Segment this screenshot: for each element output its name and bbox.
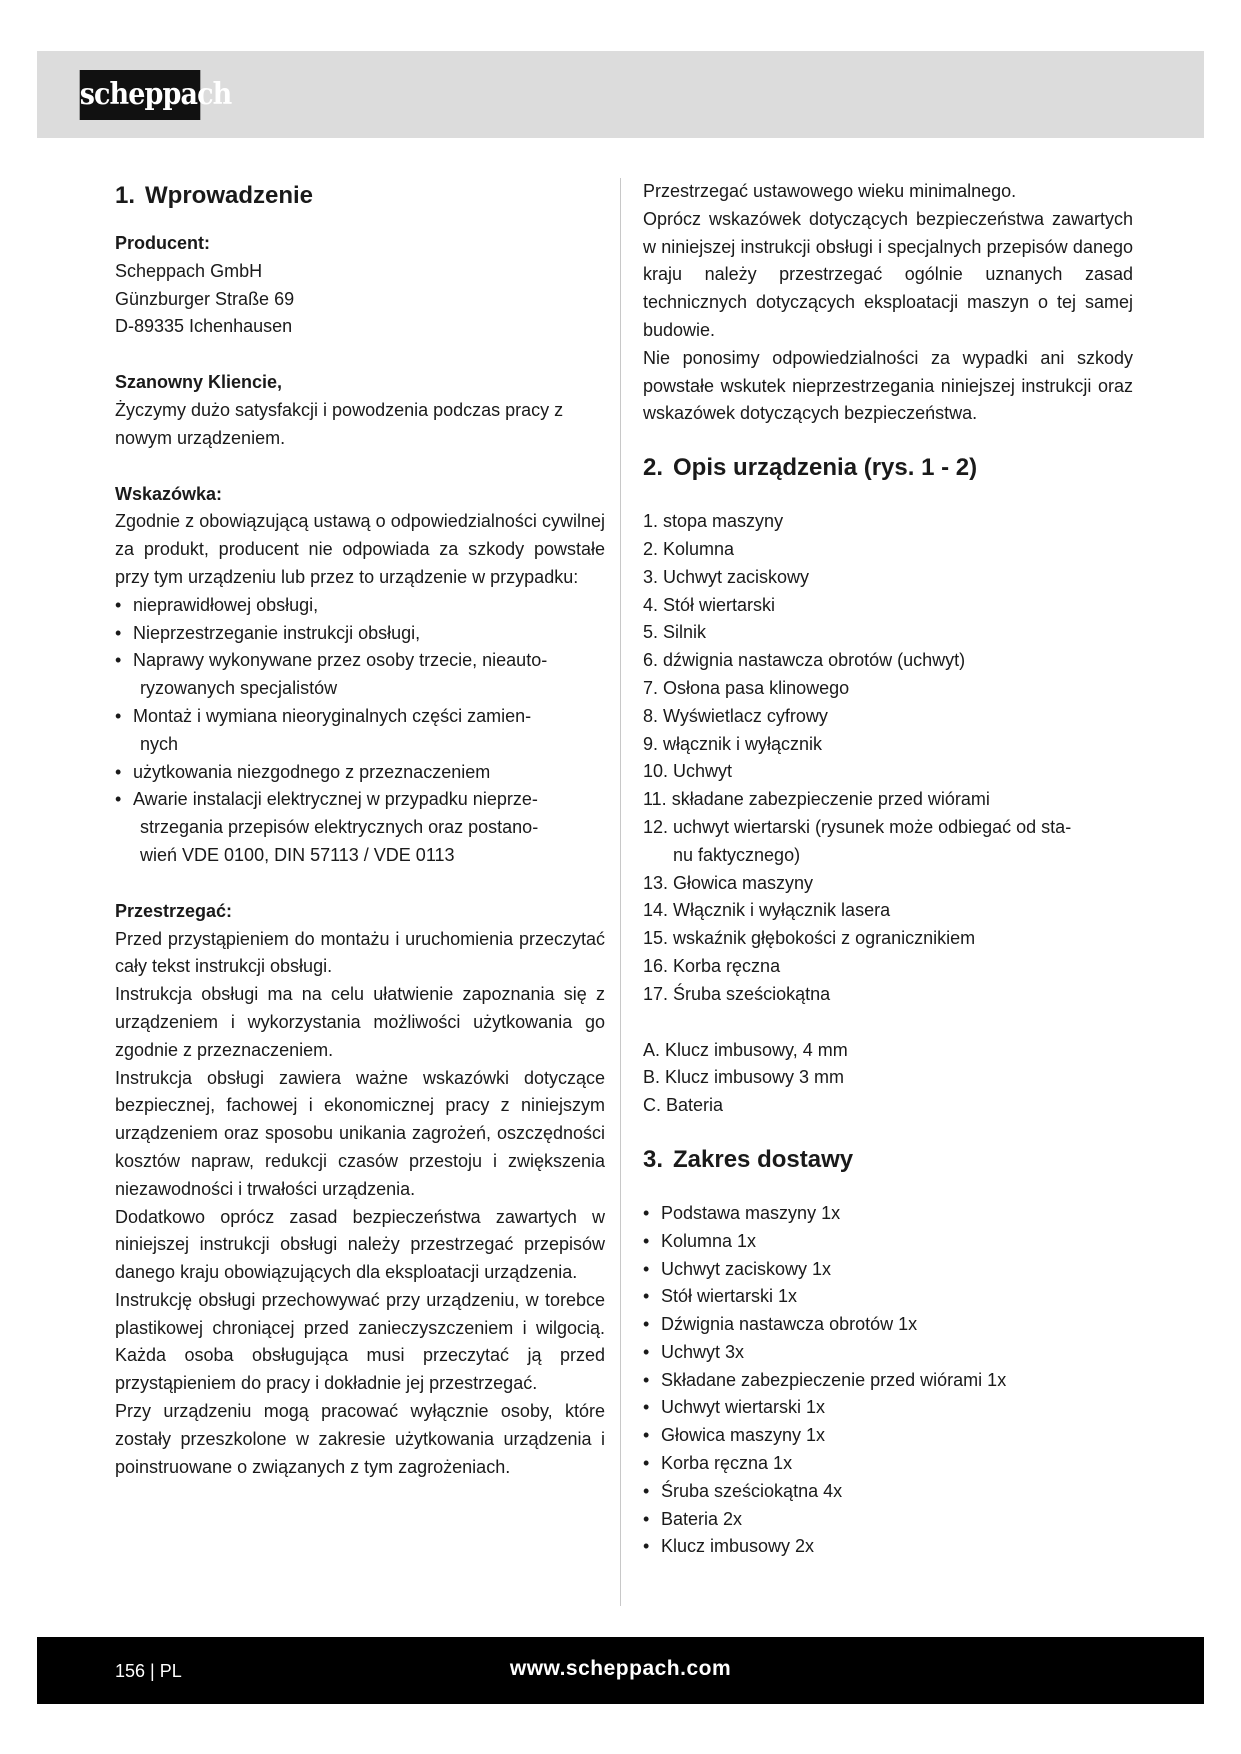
paragraph: Dodatkowo oprócz zasad bezpieczeństwa zawartych w niniejszej instrukcji obsługi należy przestrzegać przepisów danego kraju obowiązujących dla eksploatacji urządzenia. xyxy=(115,1206,605,1283)
greeting-text: Życzymy dużo satysfakcji i powodzenia podczas pracy z nowym urządzeniem. xyxy=(115,399,564,448)
list-item: • Dźwignia nastawcza obrotów 1x xyxy=(643,1311,1133,1339)
delivery-list xyxy=(643,1200,1133,1561)
list-item: • Bateria 2x xyxy=(643,1506,1133,1534)
list-item: 1. stopa maszyny xyxy=(643,511,784,532)
producer-block xyxy=(115,230,605,341)
list-item: • Kolumna 1x xyxy=(643,1228,1133,1256)
footer-bar xyxy=(37,1637,1204,1704)
greeting-block xyxy=(115,369,605,452)
list-item: 8. Wyświetlacz cyfrowy xyxy=(643,705,828,726)
list-item: 15. wskaźnik głębokości z ogranicznikiem xyxy=(643,928,976,949)
left-column xyxy=(115,178,605,1481)
list-item: 12. uchwyt wiertarski (rysunek może odbiegać od sta- nu faktycznego) xyxy=(643,816,1072,865)
note-label: Wskazówka: xyxy=(115,483,223,504)
list-item: B. Klucz imbusowy 3 mm xyxy=(643,1067,845,1088)
section-heading-description: 2. Opis urządzenia (rys. 1 - 2) xyxy=(643,454,978,482)
list-item: • nieprawidłowej obsługi, xyxy=(115,592,605,620)
list-item: 9. włącznik i wyłącznik xyxy=(643,733,823,754)
list-item: • Uchwyt zaciskowy 1x xyxy=(643,1256,1133,1284)
list-item: 11. składane zabezpieczenie przed wiórami xyxy=(643,789,990,810)
page-number: 156 | PL xyxy=(115,1661,182,1681)
list-item: • Naprawy wykonywane przez osoby trzecie, nieauto- ryzowanych specjalistów xyxy=(115,647,605,703)
note-text: Zgodnie z obowiązującą ustawą o odpowiedzialności cywilnej za produkt, producent nie odpowiada za szkody powstałe przy tym urządzeniu lub przez to urządzenie w przypadku: xyxy=(115,511,605,587)
producer-name: Scheppach GmbH xyxy=(115,260,263,281)
paragraph: Przed przystąpieniem do montażu i uruchomienia przeczytać cały tekst instrukcji obsługi. xyxy=(115,928,605,977)
paragraph: Instrukcję obsługi przechowywać przy urządzeniu, w torebce plastikowej chroniącej przed zanieczyszczeniem i wilgocią. Każda osoba obsługująca musi przeczytać ją przed przystąpieniem do pracy i dokładnie jej przestrzegać. xyxy=(115,1289,605,1394)
producer-street: Günzburger Straße 69 xyxy=(115,288,295,309)
list-item: 16. Korba ręczna xyxy=(643,955,781,976)
list-item: C. Bateria xyxy=(643,1095,724,1116)
brand-logo: scheppach xyxy=(80,70,201,120)
parts-list xyxy=(643,508,1133,1008)
column-divider xyxy=(620,178,621,1606)
list-item: • Klucz imbusowy 2x xyxy=(643,1533,1133,1561)
list-item: • Uchwyt 3x xyxy=(643,1339,1133,1367)
list-item: 14. Włącznik i wyłącznik lasera xyxy=(643,900,891,921)
paragraph: Instrukcja obsługi ma na celu ułatwienie zapoznania się z urządzeniem i wykorzystania możliwości użytkowania go zgodnie z przeznaczeniem. xyxy=(115,984,605,1060)
note-block xyxy=(115,481,605,870)
producer-city: D-89335 Ichenhausen xyxy=(115,316,293,337)
list-item: • Awarie instalacji elektrycznej w przypadku nieprze- strzegania przepisów elektrycznych oraz postano- wień VDE 0100, DIN 57113 / VDE 0113 xyxy=(115,786,605,869)
paragraph: Nie ponosimy odpowiedzialności za wypadki ani szkody powstałe wskutek nieprzestrzegania niniejszej instrukcji oraz wskazówek dotyczących bezpieczeństwa. xyxy=(643,347,1133,424)
list-item: 3. Uchwyt zaciskowy xyxy=(643,566,810,587)
list-item: 7. Osłona pasa klinowego xyxy=(643,677,850,698)
paragraph: Oprócz wskazówek dotyczących bezpieczeństwa zawartych w niniejszej instrukcji obsługi i specjalnych przepisów danego kraju należy przestrzegać ogólnie uznanych zasad technicznych dotyczących eksploatacji maszyn o tej samej budowie. xyxy=(643,208,1133,340)
list-item: 13. Głowica maszyny xyxy=(643,872,814,893)
list-item: 6. dźwignia nastawcza obrotów (uchwyt) xyxy=(643,650,966,671)
section-heading-delivery: 3. Zakres dostawy xyxy=(643,1145,854,1173)
list-item: • Uchwyt wiertarski 1x xyxy=(643,1394,1133,1422)
producer-label: Producent: xyxy=(115,233,211,253)
list-item: • Stół wiertarski 1x xyxy=(643,1283,1133,1311)
section-heading-introduction: 1. Wprowadzenie xyxy=(115,182,314,209)
list-item: • Podstawa maszyny 1x xyxy=(643,1200,1133,1228)
observe-label: Przestrzegać: xyxy=(115,900,233,921)
greeting-label: Szanowny Kliencie, xyxy=(115,372,283,393)
list-item: • użytkowania niezgodnego z przeznaczeniem xyxy=(115,759,605,787)
accessories-list xyxy=(643,1037,1133,1120)
list-item: 17. Śruba sześciokątna xyxy=(643,983,831,1004)
list-item: • Nieprzestrzeganie instrukcji obsługi, xyxy=(115,620,605,648)
paragraph: Przestrzegać ustawowego wieku minimalnego. xyxy=(643,181,1017,201)
header-band xyxy=(37,51,1204,138)
paragraph: Przy urządzeniu mogą pracować wyłącznie osoby, które zostały przeszkolone w zakresie użytkowania urządzenia i poinstruowane o związanych z tym zagrożeniach. xyxy=(115,1401,605,1477)
list-item: • Głowica maszyny 1x xyxy=(643,1422,1133,1450)
website-link[interactable]: www.scheppach.com xyxy=(509,1657,732,1680)
note-bullet-list xyxy=(115,592,605,870)
list-item: • Śruba sześciokątna 4x xyxy=(643,1478,1133,1506)
list-item: 10. Uchwyt xyxy=(643,761,733,782)
list-item: • Montaż i wymiana nieoryginalnych części zamien- nych xyxy=(115,703,605,759)
list-item: • Korba ręczna 1x xyxy=(643,1450,1133,1478)
list-item: 2. Kolumna xyxy=(643,538,735,559)
list-item: 4. Stół wiertarski xyxy=(643,594,776,615)
right-column xyxy=(643,178,1133,1561)
list-item: 5. Silnik xyxy=(643,622,707,643)
list-item: • Składane zabezpieczenie przed wiórami 1x xyxy=(643,1367,1133,1395)
list-item: A. Klucz imbusowy, 4 mm xyxy=(643,1039,848,1060)
paragraph: Instrukcja obsługi zawiera ważne wskazówki dotyczące bezpiecznej, fachowej i ekonomicznej pracy z niniejszym urządzeniem oraz sposobu unikania zagrożeń, oszczędności kosztów napraw, redukcji czasów przestoju i zwiększenia niezawodności i trwałości urządzenia. xyxy=(115,1067,605,1199)
observe-block xyxy=(115,898,605,1482)
